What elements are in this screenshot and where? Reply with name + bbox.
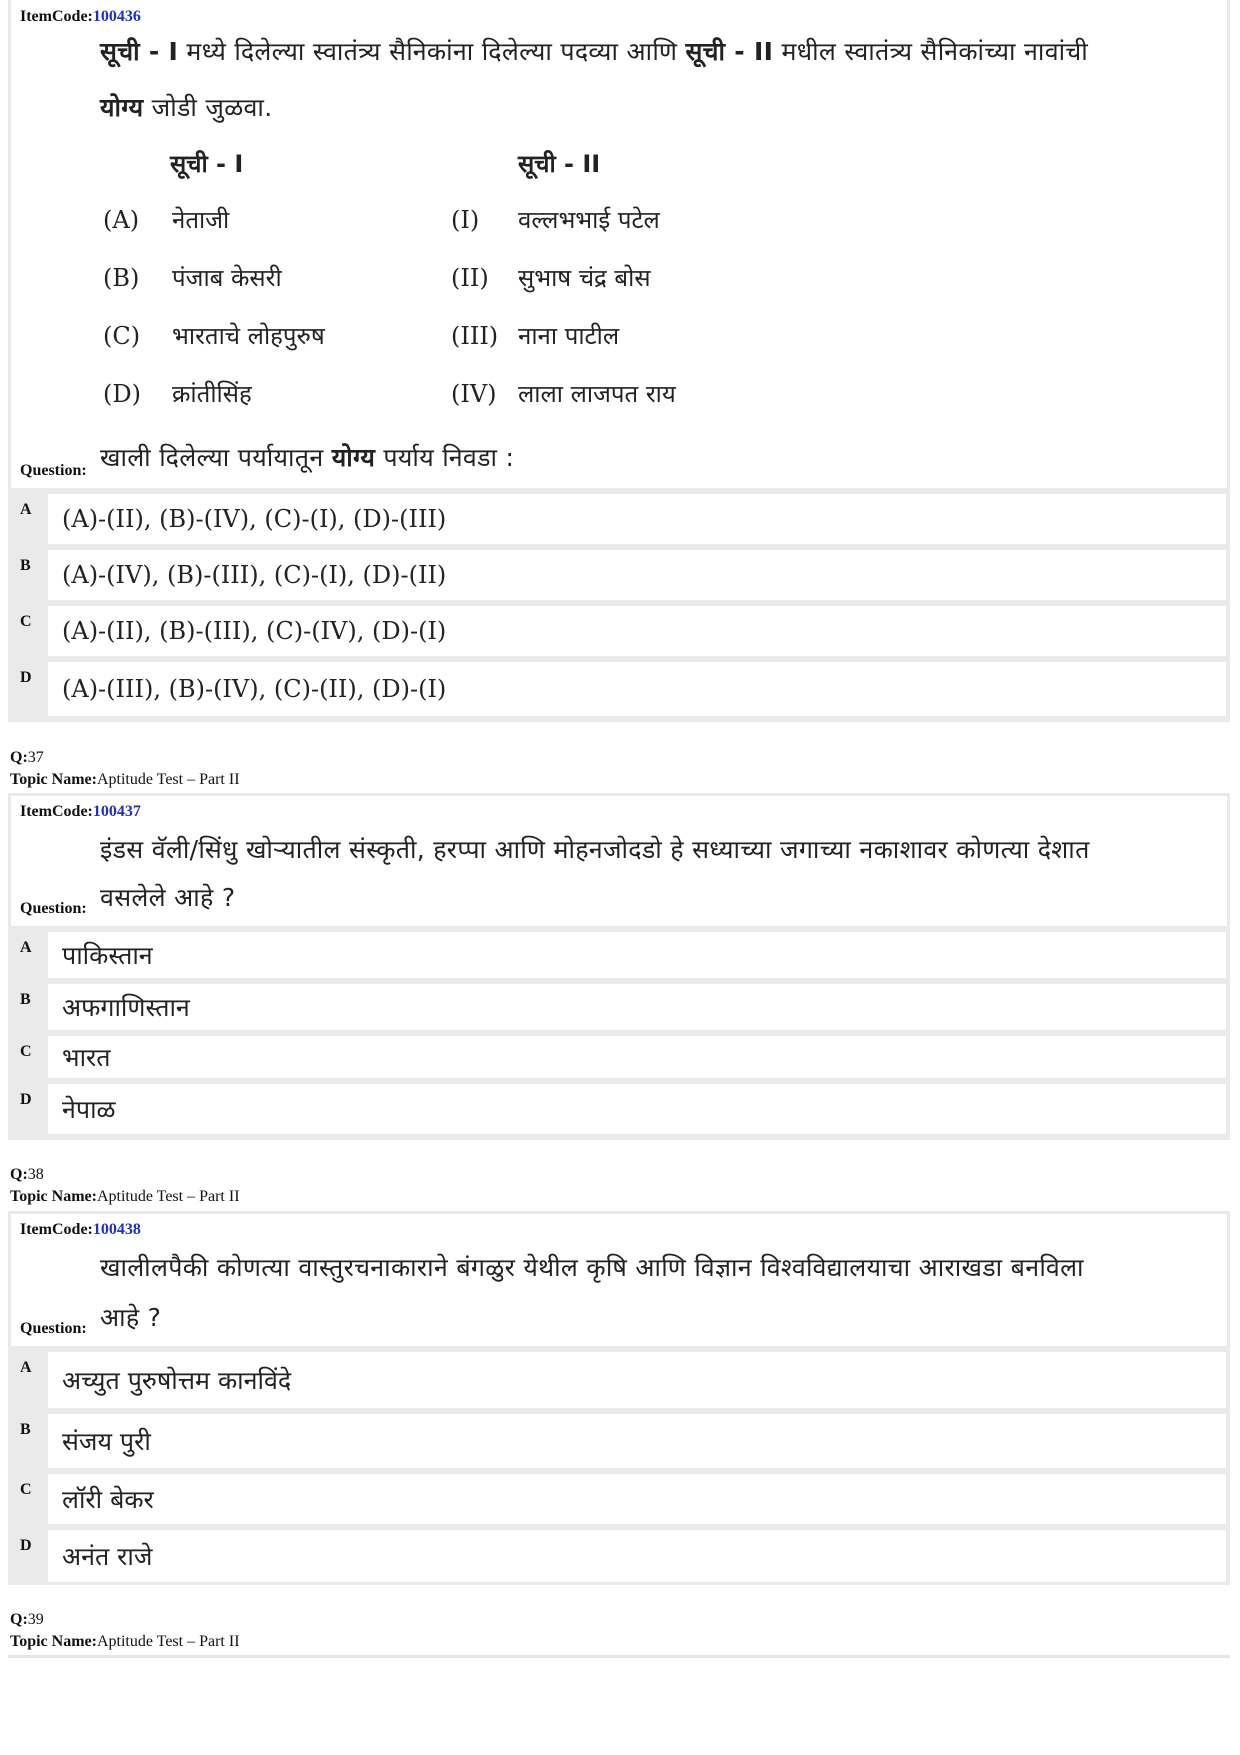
option-b[interactable]: [8, 547, 1230, 603]
question-number-value: 37: [27, 749, 44, 766]
question-text-fragment: खाली दिलेल्या पर्यायातून: [100, 443, 332, 472]
option-letter: D: [20, 669, 32, 686]
question-number: [10, 1165, 44, 1185]
option-d[interactable]: [8, 659, 1230, 719]
topic-name-value: Aptitude Test – Part II: [96, 1633, 240, 1650]
emphasis-word: योग्य: [100, 93, 144, 122]
option-text: (A)-(II), (B)-(III), (C)-(IV), (D)-(I): [62, 617, 447, 645]
option-letter: A: [20, 1359, 32, 1376]
option-value-box: [48, 1474, 1226, 1524]
list-2-key: (IV): [451, 380, 497, 408]
topic-name-value: Aptitude Test – Part II: [96, 1188, 240, 1205]
option-value-box: [48, 494, 1226, 544]
question-text-fragment: जोडी जुळवा.: [143, 93, 273, 122]
question-label: Question:: [20, 900, 87, 917]
question-text-fragment: मध्ये दिलेल्या स्वातंत्र्य सैनिकांना दिलेल्या पदव्या आणि: [178, 37, 686, 66]
topic-name-label: Topic Name:: [10, 1188, 97, 1205]
option-a[interactable]: [8, 491, 1230, 547]
topic-name: [10, 1632, 240, 1652]
question-number: [10, 1610, 44, 1630]
option-text: (A)-(II), (B)-(IV), (C)-(I), (D)-(III): [62, 505, 447, 533]
option-letter: C: [20, 613, 32, 630]
option-c[interactable]: [8, 603, 1230, 659]
list-1-ref: सूची - I: [100, 37, 179, 66]
list-2-item: नाना पाटील: [518, 322, 620, 350]
option-value-box: [48, 1352, 1226, 1408]
option-letter: B: [20, 557, 31, 574]
question-text-line-2: आहे ?: [100, 1303, 162, 1332]
topic-name: [10, 770, 240, 790]
option-value-box: [48, 932, 1226, 978]
question-number-label: Q:: [10, 1166, 28, 1183]
list-1-key: (C): [103, 322, 141, 350]
question-text-line-1: [100, 34, 1088, 68]
option-value-box: [48, 1036, 1226, 1078]
item-code-label: ItemCode:: [20, 8, 93, 25]
question-text-line-2: वसलेले आहे ?: [100, 883, 236, 912]
list-2-item: लाला लाजपत राय: [518, 380, 676, 408]
topic-name-value: Aptitude Test – Part II: [96, 771, 240, 788]
question-number: [10, 748, 44, 768]
option-d[interactable]: [8, 1081, 1230, 1137]
topic-name: [10, 1187, 240, 1207]
option-letter: B: [20, 1421, 31, 1438]
option-letter: B: [20, 991, 31, 1008]
option-b[interactable]: [8, 981, 1230, 1033]
list-2-key: (I): [451, 206, 480, 234]
option-value-box: [48, 550, 1226, 600]
option-a[interactable]: [8, 1349, 1230, 1411]
question-text-line-1: खालीलपैकी कोणत्या वास्तुरचनाकाराने बंगळुर येथील कृषि आणि विज्ञान विश्वविद्यालयाचा आराखडा बनविला: [100, 1253, 1084, 1282]
list-1-item: पंजाब केसरी: [172, 264, 282, 292]
question-number-label: Q:: [10, 749, 28, 766]
option-b[interactable]: [8, 1411, 1230, 1471]
list-1-header: सूची - I: [170, 150, 244, 178]
option-value-box: [48, 1414, 1226, 1468]
question-text-fragment: पर्याय निवडा :: [375, 443, 515, 472]
option-text: अनंत राजे: [62, 1542, 153, 1571]
option-letter: C: [20, 1043, 32, 1060]
option-letter: D: [20, 1091, 32, 1108]
question-label: Question:: [20, 462, 87, 479]
item-code: [20, 1221, 141, 1239]
topic-name-label: Topic Name:: [10, 771, 97, 788]
option-letter: A: [20, 501, 32, 518]
item-code-label: ItemCode:: [20, 803, 93, 820]
emphasis-word: योग्य: [331, 443, 376, 472]
question-prompt: [100, 440, 514, 474]
option-letter: D: [20, 1537, 32, 1554]
question-number-value: 39: [27, 1611, 44, 1628]
option-value-box: [48, 606, 1226, 656]
option-text: संजय पुरी: [62, 1427, 151, 1456]
list-1-key: (B): [103, 264, 140, 292]
option-letter: A: [20, 939, 32, 956]
option-value-box: [48, 984, 1226, 1030]
option-text: (A)-(IV), (B)-(III), (C)-(I), (D)-(II): [62, 561, 447, 589]
option-d[interactable]: [8, 1527, 1230, 1585]
list-1-item: नेताजी: [172, 206, 230, 234]
list-1-key: (A): [103, 206, 140, 234]
question-text-fragment: मधील स्वातंत्र्य सैनिकांच्या नावांची: [773, 37, 1089, 66]
option-value-box: [48, 1530, 1226, 1582]
option-c[interactable]: [8, 1033, 1230, 1081]
list-2-ref: सूची - II: [685, 37, 774, 66]
question-stem-box: [11, 0, 1227, 488]
option-text: नेपाळ: [62, 1095, 116, 1124]
option-text: लॉरी बेकर: [62, 1485, 154, 1514]
option-a[interactable]: [8, 929, 1230, 981]
option-value-box: [48, 1084, 1226, 1134]
option-text: (A)-(III), (B)-(IV), (C)-(II), (D)-(I): [62, 675, 447, 703]
block-divider: [8, 1655, 1230, 1658]
option-value-box: [48, 662, 1226, 716]
option-text: पाकिस्तान: [62, 941, 153, 970]
question-text-line-1: इंडस वॅली/सिंधु खोऱ्यातील संस्कृती, हरप्पा आणि मोहनजोदडो हे सध्याच्या जगाच्या नकाशावर कोणत्या देशात: [100, 835, 1090, 864]
list-2-item: वल्लभभाई पटेल: [518, 206, 660, 234]
option-text: अच्युत पुरुषोत्तम कानविंदे: [62, 1366, 292, 1395]
list-1-item: भारताचे लोहपुरुष: [172, 322, 325, 350]
list-1-key: (D): [103, 380, 141, 408]
item-code-value: 100436: [92, 8, 141, 25]
item-code: [20, 803, 141, 821]
item-code-value: 100438: [92, 1221, 141, 1238]
option-text: भारत: [62, 1043, 111, 1072]
item-code-label: ItemCode:: [20, 1221, 93, 1238]
item-code: [20, 8, 141, 26]
list-2-item: सुभाष चंद्र बोस: [518, 264, 651, 292]
option-c[interactable]: [8, 1471, 1230, 1527]
list-1-item: क्रांतीसिंह: [172, 380, 252, 408]
question-number-value: 38: [27, 1166, 44, 1183]
option-text: अफगाणिस्तान: [62, 993, 190, 1022]
list-2-key: (II): [451, 264, 489, 292]
topic-name-label: Topic Name:: [10, 1633, 97, 1650]
list-2-header: सूची - II: [518, 150, 601, 178]
question-label: Question:: [20, 1320, 87, 1337]
option-letter: C: [20, 1481, 32, 1498]
question-text-line-2: [100, 90, 272, 124]
item-code-value: 100437: [92, 803, 141, 820]
question-number-label: Q:: [10, 1611, 28, 1628]
list-2-key: (III): [451, 322, 499, 350]
